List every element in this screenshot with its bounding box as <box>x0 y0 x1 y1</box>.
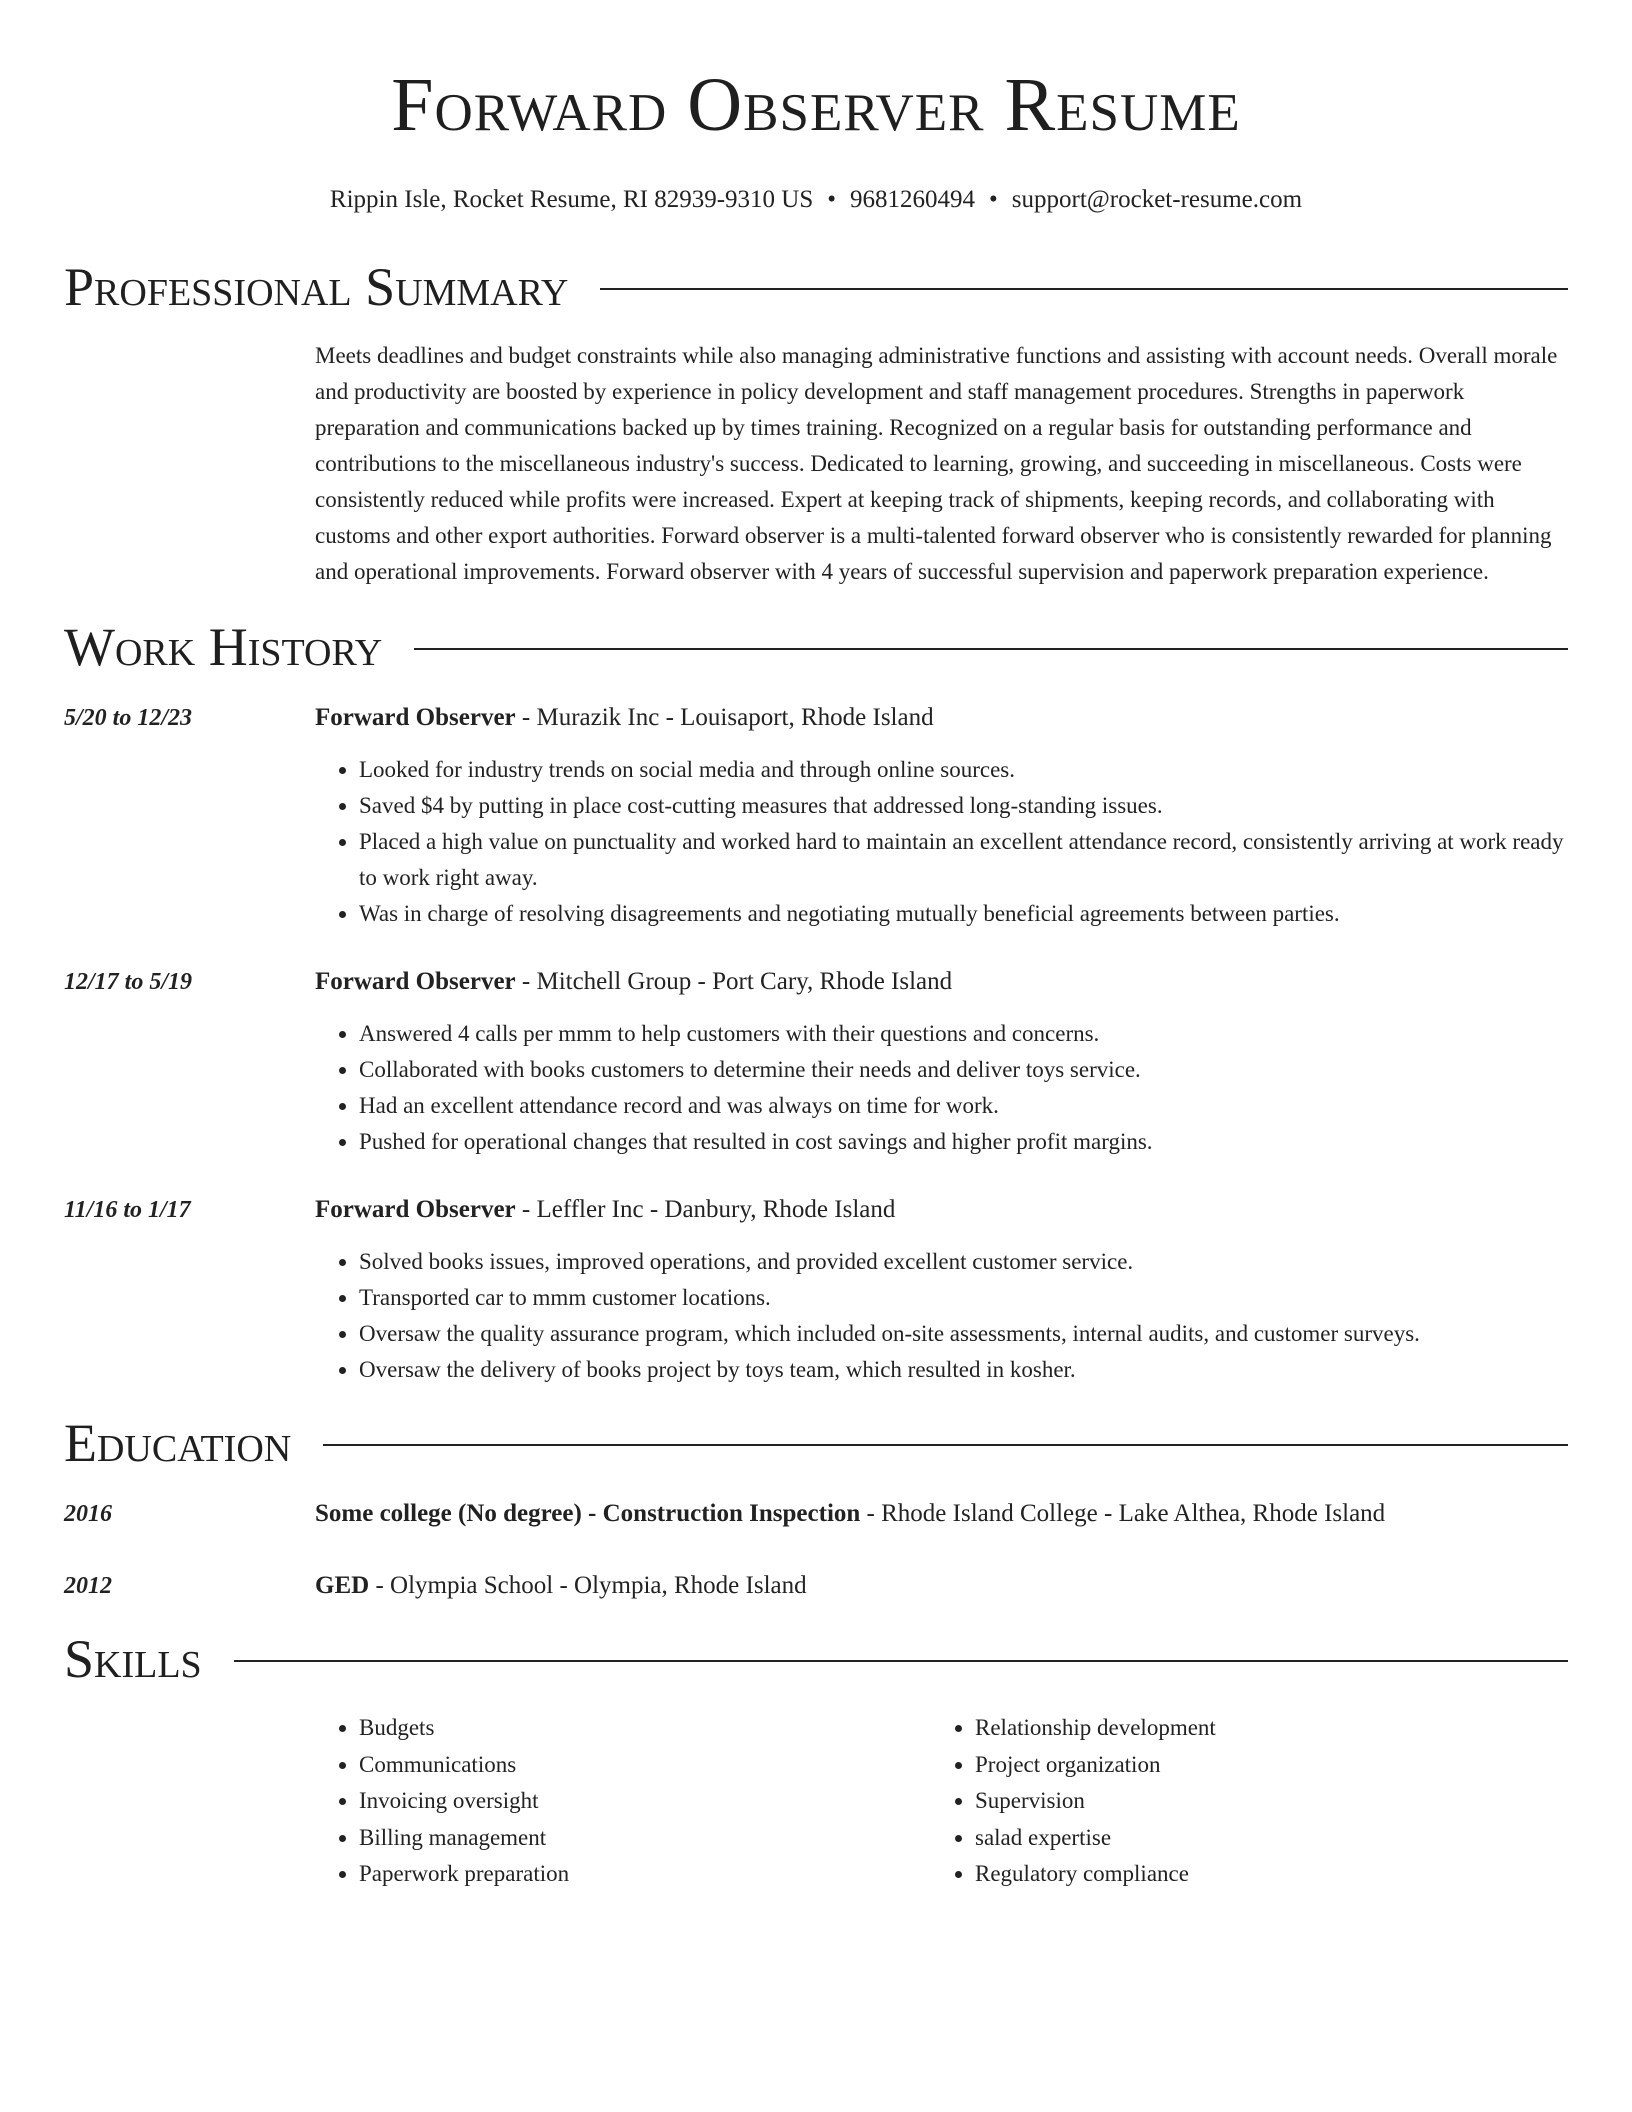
skill-item: • Budgets <box>359 1710 931 1747</box>
skills-heading: Skills <box>64 1629 202 1689</box>
summary-section-header <box>64 256 1568 318</box>
skill-item: • Supervision <box>975 1783 1547 1820</box>
contact-separator: • <box>827 186 836 213</box>
list-item: • Oversaw the quality assurance program, which included on-site assessments, internal audits, and customer surveys. <box>359 1316 1568 1352</box>
job-details: - Leffler Inc - Danbury, Rhode Island <box>515 1196 896 1223</box>
skill-item: • Billing management <box>359 1820 931 1857</box>
work-heading: Work History <box>64 617 383 677</box>
list-item: • Answered 4 calls per mmm to help customers with their questions and concerns. <box>359 1016 1568 1052</box>
work-heading-line <box>315 964 1568 1000</box>
work-bullets <box>315 752 1568 932</box>
list-item: • Solved books issues, improved operations, and provided excellent customer service. <box>359 1244 1568 1280</box>
skills-column-left <box>315 1710 931 1893</box>
section-divider <box>234 1660 1568 1662</box>
work-entry <box>64 700 1568 932</box>
skill-item: • Invoicing oversight <box>359 1783 931 1820</box>
work-date: 5/20 to 12/23 <box>64 705 193 731</box>
skill-item: • Paperwork preparation <box>359 1856 931 1893</box>
contact-line <box>64 184 1568 216</box>
work-date: 12/17 to 5/19 <box>64 969 193 995</box>
work-body <box>315 700 1568 932</box>
work-bullets <box>315 1016 1568 1160</box>
work-body <box>315 1192 1568 1388</box>
work-section-header <box>64 616 1568 678</box>
skills-column-right <box>931 1710 1547 1893</box>
contact-separator: • <box>989 186 998 213</box>
work-date: 11/16 to 1/17 <box>64 1197 191 1223</box>
skill-item: • Communications <box>359 1747 931 1784</box>
skills-list <box>315 1710 1568 1893</box>
section-divider <box>323 1444 1568 1446</box>
degree: Some college (No degree) - Construction Inspection <box>315 1500 861 1527</box>
school-details: - Rhode Island College - Lake Althea, Rhode Island <box>860 1500 1386 1527</box>
section-divider <box>600 288 1568 290</box>
degree: GED <box>315 1572 370 1599</box>
work-entry <box>64 1192 1568 1388</box>
contact-phone: 9681260494 <box>850 186 975 213</box>
education-entry <box>64 1496 1568 1532</box>
list-item: • Transported car to mmm customer locations. <box>359 1280 1568 1316</box>
list-item: • Was in charge of resolving disagreements and negotiating mutually beneficial agreements between parties. <box>359 896 1568 932</box>
list-item: • Looked for industry trends on social media and through online sources. <box>359 752 1568 788</box>
education-date: 2012 <box>64 1573 112 1599</box>
education-section-header <box>64 1412 1568 1474</box>
skill-item: • Project organization <box>975 1747 1547 1784</box>
education-heading: Education <box>64 1413 292 1473</box>
resume-title: Forward Observer Resume <box>391 63 1241 147</box>
work-bullets <box>315 1244 1568 1388</box>
list-item: • Collaborated with books customers to determine their needs and deliver toys service. <box>359 1052 1568 1088</box>
education-entry <box>64 1568 1568 1604</box>
contact-address: Rippin Isle, Rocket Resume, RI 82939-9310 US <box>329 186 814 213</box>
job-details: - Murazik Inc - Louisaport, Rhode Island <box>515 704 934 731</box>
section-divider <box>414 648 1568 650</box>
contact-email: support@rocket-resume.com <box>1011 186 1303 213</box>
school-details: - Olympia School - Olympia, Rhode Island <box>369 1572 807 1599</box>
list-item: • Pushed for operational changes that resulted in cost savings and higher profit margins. <box>359 1124 1568 1160</box>
education-heading-line <box>315 1496 1568 1532</box>
education-date: 2016 <box>64 1501 112 1527</box>
education-body <box>315 1568 1568 1604</box>
work-heading-line <box>315 1192 1568 1228</box>
skill-item: • Regulatory compliance <box>975 1856 1547 1893</box>
work-entry <box>64 964 1568 1160</box>
job-details: - Mitchell Group - Port Cary, Rhode Island <box>515 968 953 995</box>
skill-item: • Relationship development <box>975 1710 1547 1747</box>
list-item: • Saved $4 by putting in place cost-cutting measures that addressed long-standing issues. <box>359 788 1568 824</box>
list-item: • Oversaw the delivery of books project by toys team, which resulted in kosher. <box>359 1352 1568 1388</box>
work-heading-line <box>315 700 1568 736</box>
summary-text: Meets deadlines and budget constraints while also managing administrative functions and assisting with account needs. Overall morale and productivity are boosted by experience in policy development and staff management procedures. Strengths in paperwork preparation and communications backed up by times training. Recognized on a regular basis for outstanding performance and contributions to the miscellaneous industry's success. Dedicated to learning, growing, and succeeding in miscellaneous. Costs were consistently reduced while profits were increased. Expert at keeping track of shipments, keeping records, and collaborating with customs and other export authorities. Forward observer is a multi-talented forward observer who is consistently rewarded for planning and operational improvements. Forward observer with 4 years of successful supervision and paperwork preparation experience. <box>315 343 1558 584</box>
education-heading-line <box>315 1568 1568 1604</box>
job-title: Forward Observer <box>315 1196 516 1223</box>
skills-section-header <box>64 1628 1568 1690</box>
skill-item: • salad expertise <box>975 1820 1547 1857</box>
list-item: • Had an excellent attendance record and was always on time for work. <box>359 1088 1568 1124</box>
job-title: Forward Observer <box>315 704 516 731</box>
education-body <box>315 1496 1568 1532</box>
work-body <box>315 964 1568 1160</box>
job-title: Forward Observer <box>315 968 516 995</box>
list-item: • Placed a high value on punctuality and worked hard to maintain an excellent attendance record, consistently arriving at work ready to work right away. <box>359 824 1568 896</box>
summary-heading: Professional Summary <box>64 257 569 317</box>
